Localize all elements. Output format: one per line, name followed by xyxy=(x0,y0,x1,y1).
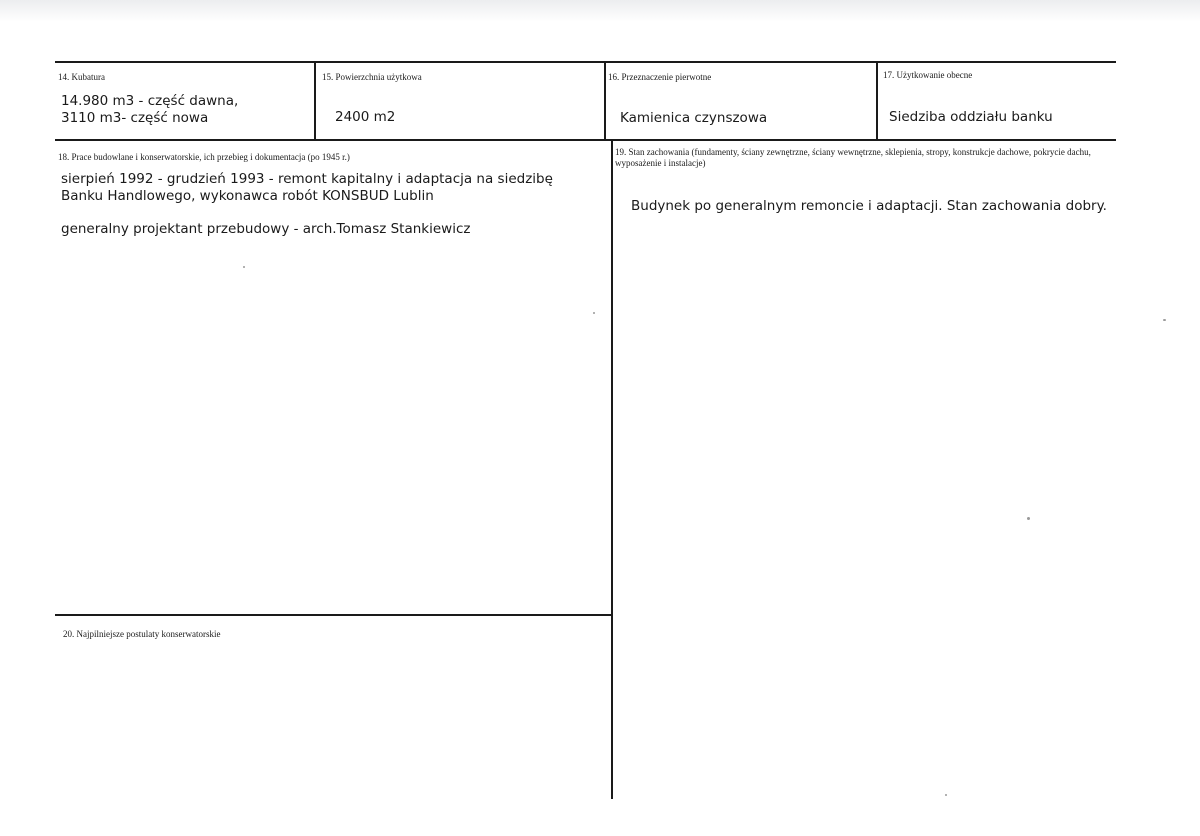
divider-left-right-column xyxy=(611,139,613,799)
field-18-bottom-border xyxy=(55,614,612,616)
divider-16-17 xyxy=(876,61,878,141)
field-15-value: 2400 m2 xyxy=(335,109,396,125)
field-16-value: Kamienica czynszowa xyxy=(620,110,768,126)
field-18-value-line-3: generalny projektant przebudowy - arch.Tomasz Stankiewicz xyxy=(61,221,471,237)
field-18-value-line-1: sierpień 1992 - grudzień 1993 - remont kapitalny i adaptacja na siedzibę xyxy=(61,171,553,187)
field-15-label: 15. Powierzchnia użytkowa xyxy=(322,72,422,82)
field-17-label: 17. Użytkowanie obecne xyxy=(883,70,973,80)
field-19-value: Budynek po generalnym remoncie i adaptacji. Stan zachowania dobry. xyxy=(631,198,1107,214)
field-18-label: 18. Prace budowlane i konserwatorskie, ich przebieg i dokumentacja (po 1945 r.) xyxy=(58,152,350,162)
field-19-label: 19. Stan zachowania (fundamenty, ściany zewnętrzne, ściany wewnętrzne, sklepienia, stropy, konstrukcje dachowe, pokrycie dachu, wyposażenie i instalacje) xyxy=(615,147,1091,168)
divider-15-16 xyxy=(604,61,606,141)
scan-speck xyxy=(945,794,947,796)
scan-speck xyxy=(243,266,245,268)
field-14-value-line-2: 3110 m3- część nowa xyxy=(61,110,209,126)
scan-speck xyxy=(593,312,595,314)
scan-speck xyxy=(1163,319,1166,321)
field-20-label: 20. Najpilniejsze postulaty konserwatorskie xyxy=(63,629,221,639)
field-16-label: 16. Przeznaczenie pierwotne xyxy=(608,72,712,82)
field-14-label: 14. Kubatura xyxy=(58,72,105,82)
header-row-bottom-border xyxy=(55,139,1116,141)
scan-speck xyxy=(1027,517,1030,520)
field-17-value: Siedziba oddziału banku xyxy=(889,109,1053,125)
field-18-value-line-2: Banku Handlowego, wykonawca robót KONSBUD Lublin xyxy=(61,188,434,204)
divider-14-15 xyxy=(314,61,316,141)
field-14-value-line-1: 14.980 m3 - część dawna, xyxy=(61,93,239,109)
scan-edge-shading xyxy=(0,0,1200,22)
form-top-border xyxy=(55,61,1116,63)
